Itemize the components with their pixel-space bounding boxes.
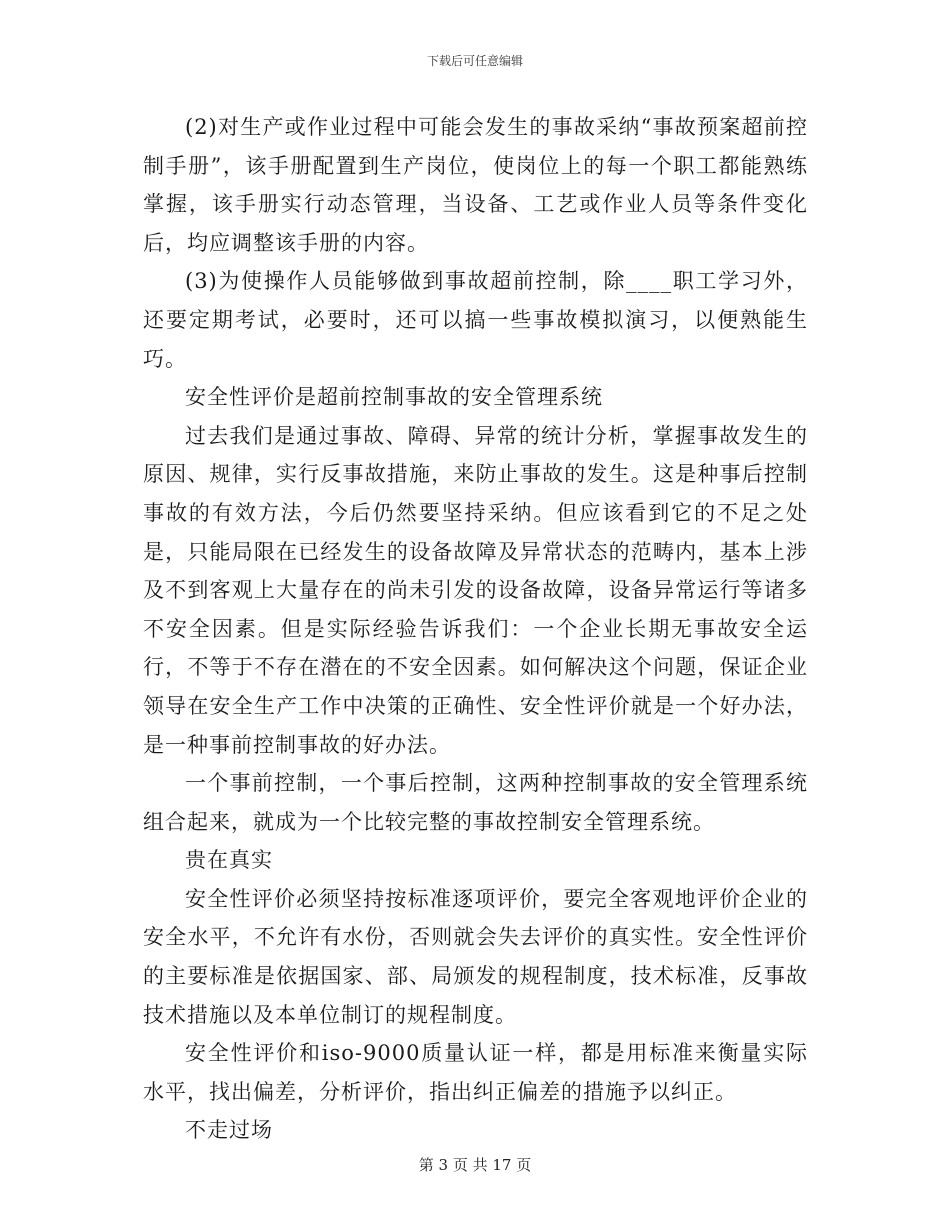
paragraph-item-3: (3)为使操作人员能够做到事故超前控制，除____职工学习外，还要定期考试，必要时，还可以搞一些事故模拟演习，以便熟能生巧。 [143,269,808,371]
document-body [143,108,808,1150]
section-heading-authenticity: 贵在真实 [185,848,273,873]
section-heading-safety-evaluation: 安全性评价是超前控制事故的安全管理系统 [185,385,603,410]
paragraph-item-2: (2)对生产或作业过程中可能会发生的事故采纳“事故预案超前控制手册”，该手册配置到生产岗位，使岗位上的每一个职工都能熟练掌握，该手册实行动态管理，当设备、工艺或作业人员等条件变化后，均应调整该手册的内容。 [143,115,808,255]
page-header-note: 下载后可任意编辑 [426,54,523,68]
paragraph-iso-comparison: 安全性评价和iso-9000质量认证一样，都是用标准来衡量实际水平，找出偏差，分析评价，指出纠正偏差的措施予以纠正。 [143,1041,808,1104]
paragraph-past-methods: 过去我们是通过事故、障碍、异常的统计分析，掌握事故发生的原因、规律，实行反事故措施，来防止事故的发生。这是种事后控制事故的有效方法，今后仍然要坚持采纳。但应该看到它的不足之处是，只能局限在已经发生的设备故障及异常状态的范畴内，基本上涉及不到客观上大量存在的尚未引发的设备故障，设备异常运行等诸多不安全因素。但是实际经验告诉我们：一个企业长期无事故安全运行，不等于不存在潜在的不安全因素。如何解决这个问题，保证企业领导在安全生产工作中决策的正确性、安全性评价就是一个好办法，是一种事前控制事故的好办法。 [143,423,808,757]
paragraph-combined-control: 一个事前控制，一个事后控制，这两种控制事故的安全管理系统组合起来，就成为一个比较完整的事故控制安全管理系统。 [143,771,808,834]
page-number-footer: 第 3 页 共 17 页 [418,1156,532,1174]
section-heading-no-formality: 不走过场 [185,1118,273,1143]
paragraph-standards: 安全性评价必须坚持按标准逐项评价，要完全客观地评价企业的安全水平，不允许有水份，否则就会失去评价的真实性。安全性评价的主要标准是依据国家、部、局颁发的规程制度，技术标准，反事故技术措施以及本单位制订的规程制度。 [143,886,808,1027]
